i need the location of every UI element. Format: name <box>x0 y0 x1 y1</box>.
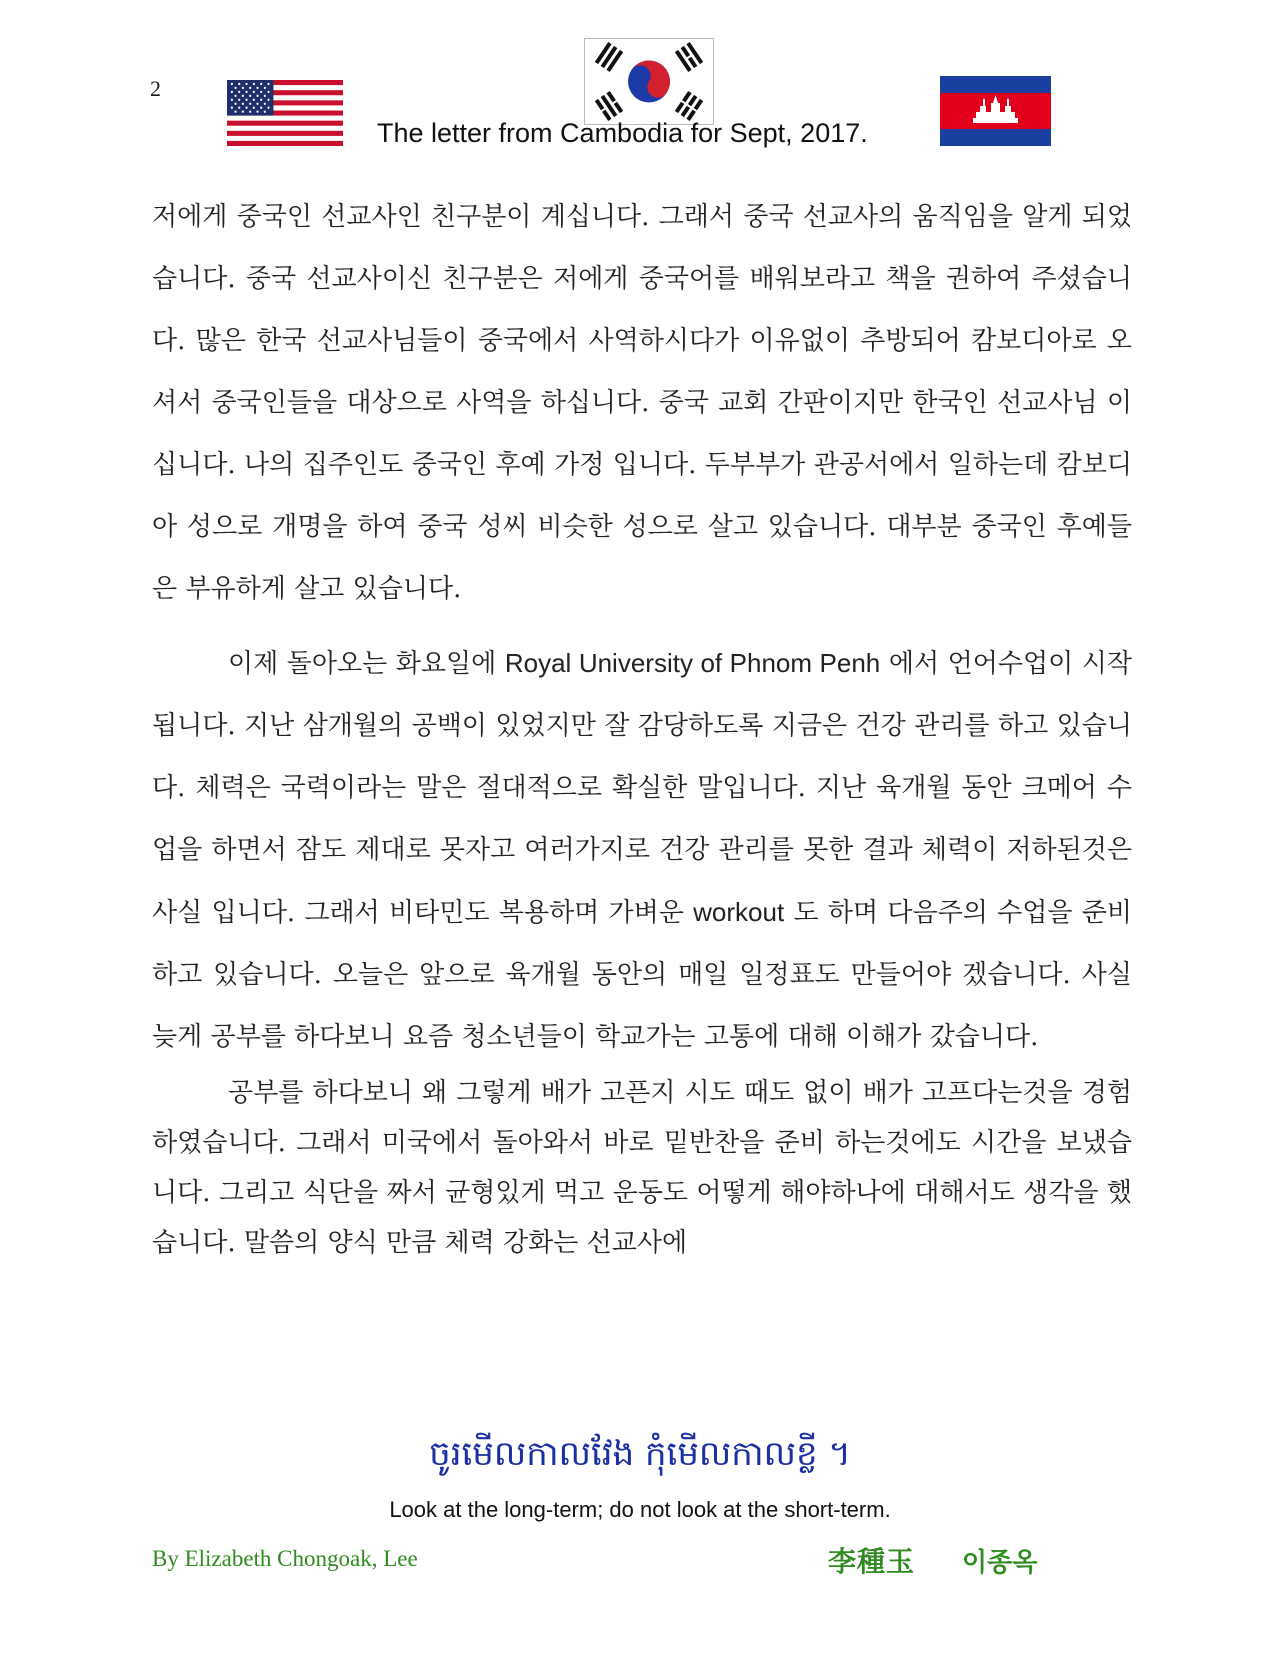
cambodia-flag-icon <box>940 76 1051 146</box>
english-proverb: Look at the long-term; do not look at the short-term. <box>389 1497 891 1522</box>
us-flag-icon <box>227 80 343 146</box>
paragraph-2-text: 이제 돌아오는 화요일에 <box>228 649 505 679</box>
letter-body <box>152 186 1132 1268</box>
korea-flag-icon <box>584 38 714 125</box>
paragraph-2-continuation: 공부를 하다보니 왜 그렇게 배가 고픈지 시도 때도 없이 배가 고프다는것을 경험하였습니다. 그래서 미국에서 돌아와서 바로 밑반찬을 준비 하는것에도 시간을 보냈습니다. 그리고 식단을 짜서 균형있게 먹고 운동도 어떻게 해야하나에 대해서도 생각을 했습니다. 말씀의 양식 만큼 체력 강화는 선교사에 <box>152 1078 1132 1258</box>
workout-word: workout <box>693 897 785 927</box>
hanja-name: 李種玉 <box>828 1545 916 1578</box>
paragraph-1: 저에게 중국인 선교사인 친구분이 계십니다. 그래서 중국 선교사의 움직임을 알게 되었습니다. 중국 선교사이신 친구분은 저에게 중국어를 배워보라고 책을 권하여 주셨습니다. 많은 한국 선교사님들이 중국에서 사역하시다가 이유없이 추방되어 캄보디아로 오셔서 중국인들을 대상으로 사역을 하십니다. 중국 교회 간판이지만 한국인 선교사님 이십니다. 나의 집주인도 중국인 후예 가정 입니다. 두부부가 관공서에서 일하는데 캄보디아 성으로 개명을 하여 중국 성씨 비슷한 성으로 살고 있습니다. 대부분 중국인 후예들은 부유하게 살고 있습니다. <box>152 202 1132 604</box>
letter-title: The letter from Cambodia for Sept, 2017. <box>377 118 868 148</box>
page-number: 2 <box>150 76 161 101</box>
university-name: Royal University of Phnom Penh <box>504 648 881 678</box>
korean-name: 이종옥 <box>962 1548 1038 1578</box>
khmer-proverb: ចូរមើលកាលវែង កុំមើលកាលខ្លី ។ <box>429 1434 851 1474</box>
paragraph-2-text: 에서 언어수업이 시작 됩니다. 지난 삼개월의 공백이 있었지만 잘 감당하도록 지금은 건강 관리를 하고 있습니다. 체력은 국력이라는 말은 절대적으로 확실한 말입니다. 지난 육개월 동안 크메어 수업을 하면서 잠도 제대로 못자고 여러가지로 건강 관리를 못한 결과 체력이 저하된것은 사실 입니다. 그래서 비타민도 복용하며 가벼운 <box>152 649 1132 928</box>
author-signature: By Elizabeth Chongoak, Lee <box>152 1546 418 1571</box>
paragraph-2-text: 도 하며 다음주의 수업을 준비하고 있습니다. 오늘은 앞으로 육개월 동안의 매일 일정표도 만들어야 겠습니다. 사실 늦게 공부를 하다보니 요즘 청소년들이 학교가는 고통에 대해 이해가 갔습니다. <box>152 898 1132 1052</box>
paragraph-2 <box>152 632 1132 1268</box>
